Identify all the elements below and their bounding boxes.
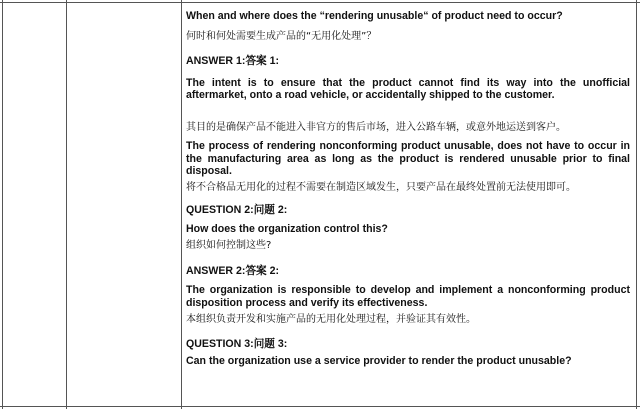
answer-1-paragraph-2-zh: 将不合格品无用化的过程不需要在制造区域发生，只要产品在最终处置前无法使用即可。 (186, 181, 576, 193)
table-border-right (636, 0, 637, 409)
table-border-bottom (0, 406, 640, 407)
answer-1-paragraph-1-zh: 其目的是确保产品不能进入非官方的售后市场，进入公路车辆，或意外地运送到客户。 (186, 121, 566, 133)
question-2-zh: 组织如何控制这些? (186, 240, 272, 251)
question-2-label: QUESTION 2:问题 2: (186, 204, 288, 216)
answer-1-paragraph-2-en: The process of rendering nonconforming product unusable, does not have to occur in the manufacturing area as long as the product is rendered unusable prior to final disposal. (186, 140, 630, 177)
table-border-left (2, 0, 3, 409)
answer-1-label: ANSWER 1:答案 1: (186, 55, 279, 67)
answer-1-paragraph-1-en: The intent is to ensure that the product cannot find its way into the unofficial aftermarket, onto a road vehicle, or accidentally shipped to the customer. (186, 76, 630, 101)
question-1-en: When and where does the “rendering unusable“ of product need to occur? (186, 10, 563, 22)
question-2-en: How does the organization control this? (186, 222, 388, 235)
answer-2-en: The organization is responsible to develop and implement a nonconforming product disposition process and verify its effectiveness. (186, 284, 630, 309)
question-1-zh: 何时和何处需要生成产品的“无用化处理”？ (186, 30, 377, 42)
answer-2-zh: 本组织负责开发和实施产品的无用化处理过程，并验证其有效性。 (186, 314, 476, 325)
question-3-label: QUESTION 3:问题 3: (186, 337, 288, 350)
table-border-top (0, 2, 640, 3)
table-column-divider-2 (181, 0, 182, 409)
table-column-divider-1 (66, 0, 67, 409)
qa-content-cell (186, 10, 630, 368)
answer-2-label: ANSWER 2:答案 2: (186, 264, 279, 277)
question-3-en: Can the organization use a service provider to render the product unusable? (186, 355, 572, 367)
